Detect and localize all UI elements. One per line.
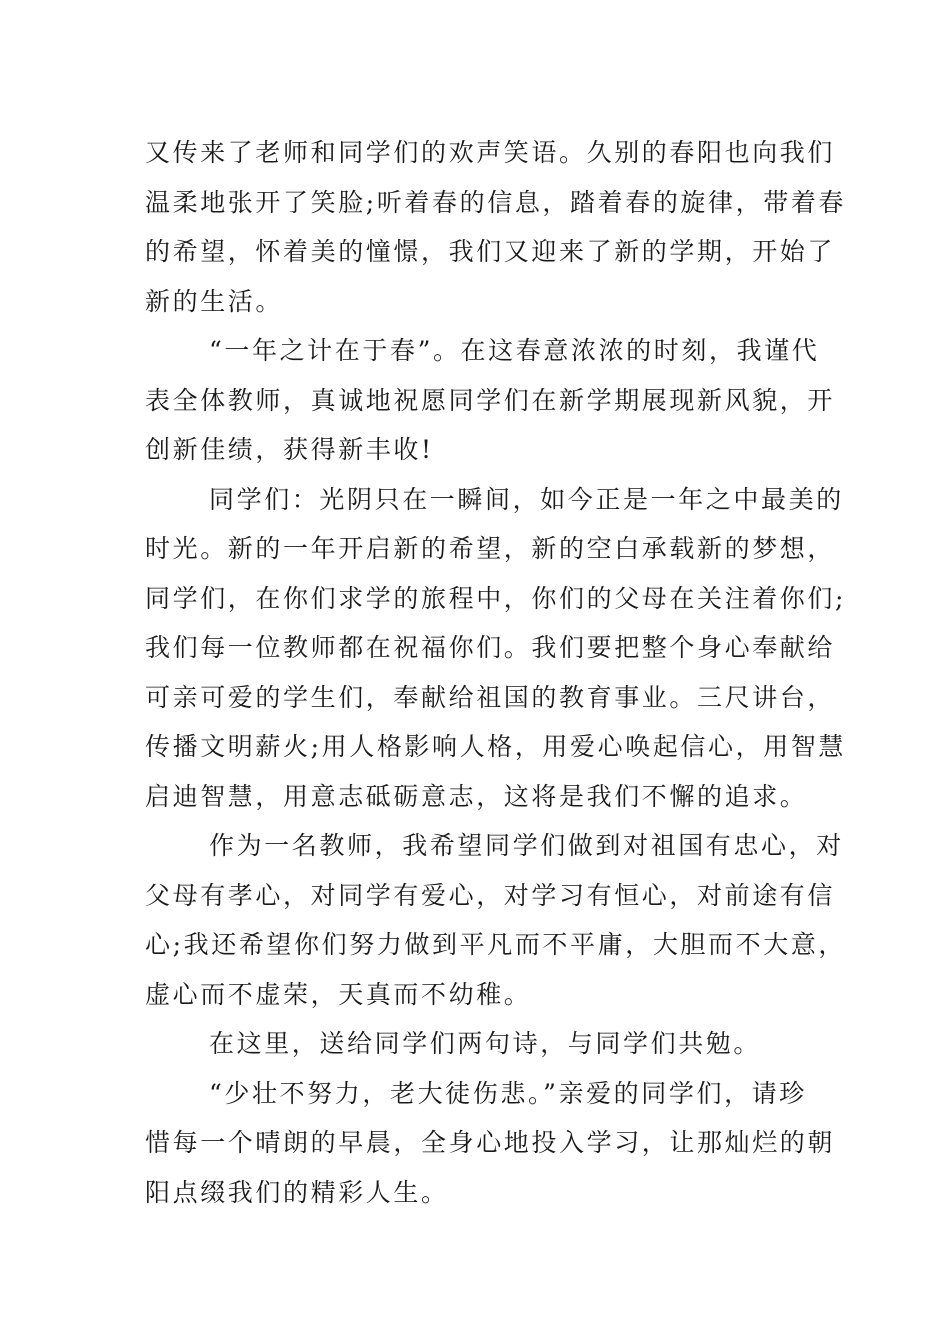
text-line: 可亲可爱的学生们，奉献给祖国的教育事业。三尺讲台， xyxy=(145,682,836,712)
text-line: 虚心而不虚荣，天真而不幼稚。 xyxy=(145,979,532,1009)
text-line: 在这里，送给同学们两句诗，与同学们共勉。 xyxy=(209,1029,762,1058)
text-line: 心;我还希望你们努力做到平凡而不平庸，大胆而不大意， xyxy=(145,930,847,959)
paragraph-6 xyxy=(145,1069,836,1218)
text-line: 温柔地张开了笑脸;听着春的信息，踏着春的旋律，带着春 xyxy=(145,187,847,217)
paragraph-2 xyxy=(145,326,836,475)
text-line: 表全体教师，真诚地祝愿同学们在新学期展现新风貌，开 xyxy=(145,385,836,415)
paragraph-1 xyxy=(145,128,847,326)
document-body xyxy=(145,128,847,1217)
text-line: 作为一名教师，我希望同学们做到对祖国有忠心，对 xyxy=(209,831,844,860)
text-line: 惜每一个晴朗的早晨，全身心地投入学习，让那灿烂的朝 xyxy=(145,1128,836,1157)
text-line: 的希望，怀着美的憧憬，我们又迎来了新的学期，开始了 xyxy=(145,237,836,266)
text-line: “少壮不努力，老大徒伤悲。”亲爱的同学们，请珍 xyxy=(209,1078,807,1108)
paragraph-4 xyxy=(145,821,847,1019)
text-line: 新的生活。 xyxy=(145,286,284,316)
text-line: 创新佳绩，获得新丰收! xyxy=(145,435,434,464)
text-line: “一年之计在于春”。在这春意浓浓的时刻，我谨代 xyxy=(209,336,820,365)
text-line: 时光。新的一年开启新的希望，新的空白承载新的梦想， xyxy=(145,534,836,563)
text-line: 同学们，在你们求学的旅程中，你们的父母在关注着你们; xyxy=(145,583,847,613)
text-line: 又传来了老师和同学们的欢声笑语。久别的春阳也向我们 xyxy=(145,138,836,167)
text-line: 启迪智慧，用意志砥砺意志，这将是我们不懈的追求。 xyxy=(145,781,808,811)
text-line: 阳点缀我们的精彩人生。 xyxy=(145,1177,449,1207)
text-line: 同学们：光阴只在一瞬间，如今正是一年之中最美的 xyxy=(209,484,844,514)
paragraph-5 xyxy=(145,1019,810,1069)
text-line: 我们每一位教师都在祝福你们。我们要把整个身心奉献给 xyxy=(145,633,836,662)
text-line: 父母有孝心，对同学有爱心，对学习有恒心，对前途有信 xyxy=(145,880,836,910)
paragraph-3 xyxy=(145,475,847,822)
text-line: 传播文明薪火;用人格影响人格，用爱心唤起信心，用智慧 xyxy=(145,732,847,761)
